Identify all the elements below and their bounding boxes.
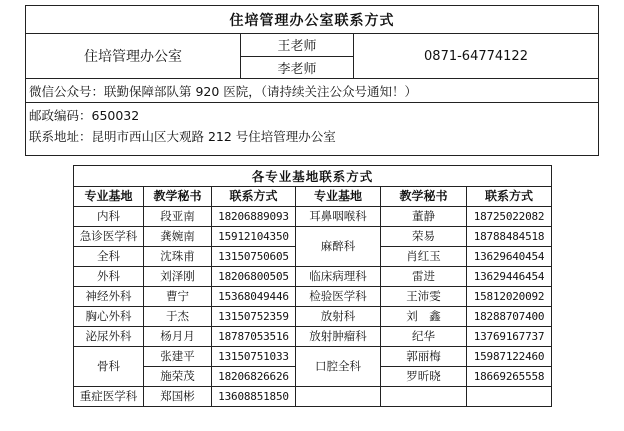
phone-cell: 13150752359 <box>212 307 296 327</box>
postal-address-block <box>26 103 599 156</box>
phone-cell: 18206826626 <box>212 367 296 387</box>
column-header: 教学秘书 <box>381 187 467 207</box>
dept-cell: 重症医学科 <box>74 387 144 407</box>
phone-cell: 18788484518 <box>467 227 552 247</box>
secretary-cell: 荣易 <box>381 227 467 247</box>
phone-cell <box>467 387 552 407</box>
phone-cell: 13150750605 <box>212 247 296 267</box>
dept-cell: 外科 <box>74 267 144 287</box>
secretary-cell <box>381 387 467 407</box>
dept-cell: 检验医学科 <box>296 287 381 307</box>
table-header-row <box>74 187 552 207</box>
phone-cell: 15812020092 <box>467 287 552 307</box>
phone-cell: 18725022082 <box>467 207 552 227</box>
dept-cell: 泌尿外科 <box>74 327 144 347</box>
dept-cell: 神经外科 <box>74 287 144 307</box>
phone-cell: 13150751033 <box>212 347 296 367</box>
phone-cell: 13629640454 <box>467 247 552 267</box>
table-row <box>74 207 552 227</box>
dept-cell: 内科 <box>74 207 144 227</box>
secretary-cell: 董静 <box>381 207 467 227</box>
table-row <box>74 287 552 307</box>
phone-cell: 18787053516 <box>212 327 296 347</box>
phone-cell: 15912104350 <box>212 227 296 247</box>
teacher-name: 王老师 <box>241 34 354 57</box>
phone-cell: 18288707400 <box>467 307 552 327</box>
address: 联系地址：昆明市西山区大观路 212 号住培管理办公室 <box>29 129 336 144</box>
dept-cell <box>296 387 381 407</box>
table-row <box>74 307 552 327</box>
secretary-cell: 刘泽刚 <box>144 267 212 287</box>
secretary-cell: 肖红玉 <box>381 247 467 267</box>
phone-cell: 15987122460 <box>467 347 552 367</box>
dept-cell: 全科 <box>74 247 144 267</box>
secretary-cell: 郑国彬 <box>144 387 212 407</box>
column-header: 联系方式 <box>212 187 296 207</box>
wechat-info: 微信公众号：联勤保障部队第 920 医院，（请持续关注公众号通知！） <box>26 79 599 103</box>
column-header: 联系方式 <box>467 187 552 207</box>
phone-cell: 18206889093 <box>212 207 296 227</box>
phone-cell: 18669265558 <box>467 367 552 387</box>
secretary-cell: 龚婉南 <box>144 227 212 247</box>
dept-cell: 骨科 <box>74 347 144 387</box>
phone-cell: 13769167737 <box>467 327 552 347</box>
secretary-cell: 张建平 <box>144 347 212 367</box>
dept-cell: 耳鼻咽喉科 <box>296 207 381 227</box>
dept-cell: 放射科 <box>296 307 381 327</box>
secretary-cell: 杨月月 <box>144 327 212 347</box>
table-row <box>74 267 552 287</box>
column-header: 专业基地 <box>74 187 144 207</box>
secretary-cell: 罗昕晓 <box>381 367 467 387</box>
phone-cell: 18206800505 <box>212 267 296 287</box>
secretary-cell: 沈珠甫 <box>144 247 212 267</box>
phone-cell: 15368049446 <box>212 287 296 307</box>
table-row <box>74 327 552 347</box>
secretary-cell: 刘 鑫 <box>381 307 467 327</box>
dept-cell: 麻醉科 <box>296 227 381 267</box>
base-table-title: 各专业基地联系方式 <box>74 166 552 187</box>
table-row <box>74 387 552 407</box>
office-table-title: 住培管理办公室联系方式 <box>26 6 599 34</box>
phone-cell: 13608851850 <box>212 387 296 407</box>
dept-cell: 口腔全科 <box>296 347 381 387</box>
office-phone: 0871-64774122 <box>354 34 599 79</box>
column-header: 专业基地 <box>296 187 381 207</box>
secretary-cell: 于杰 <box>144 307 212 327</box>
office-name: 住培管理办公室 <box>26 34 241 79</box>
secretary-cell: 王沛雯 <box>381 287 467 307</box>
dept-cell: 临床病理科 <box>296 267 381 287</box>
phone-cell: 13629446454 <box>467 267 552 287</box>
secretary-cell: 段亚南 <box>144 207 212 227</box>
postcode: 邮政编码：650032 <box>29 108 140 123</box>
secretary-cell: 纪华 <box>381 327 467 347</box>
column-header: 教学秘书 <box>144 187 212 207</box>
secretary-cell: 郭丽梅 <box>381 347 467 367</box>
office-contact-table <box>25 5 599 156</box>
table-row <box>74 227 552 247</box>
secretary-cell: 雷进 <box>381 267 467 287</box>
dept-cell: 放射肿瘤科 <box>296 327 381 347</box>
secretary-cell: 曹宁 <box>144 287 212 307</box>
table-row <box>74 347 552 367</box>
secretary-cell: 施荣茂 <box>144 367 212 387</box>
dept-cell: 急诊医学科 <box>74 227 144 247</box>
teacher-name: 李老师 <box>241 56 354 79</box>
dept-cell: 胸心外科 <box>74 307 144 327</box>
base-contacts-table <box>73 165 552 407</box>
